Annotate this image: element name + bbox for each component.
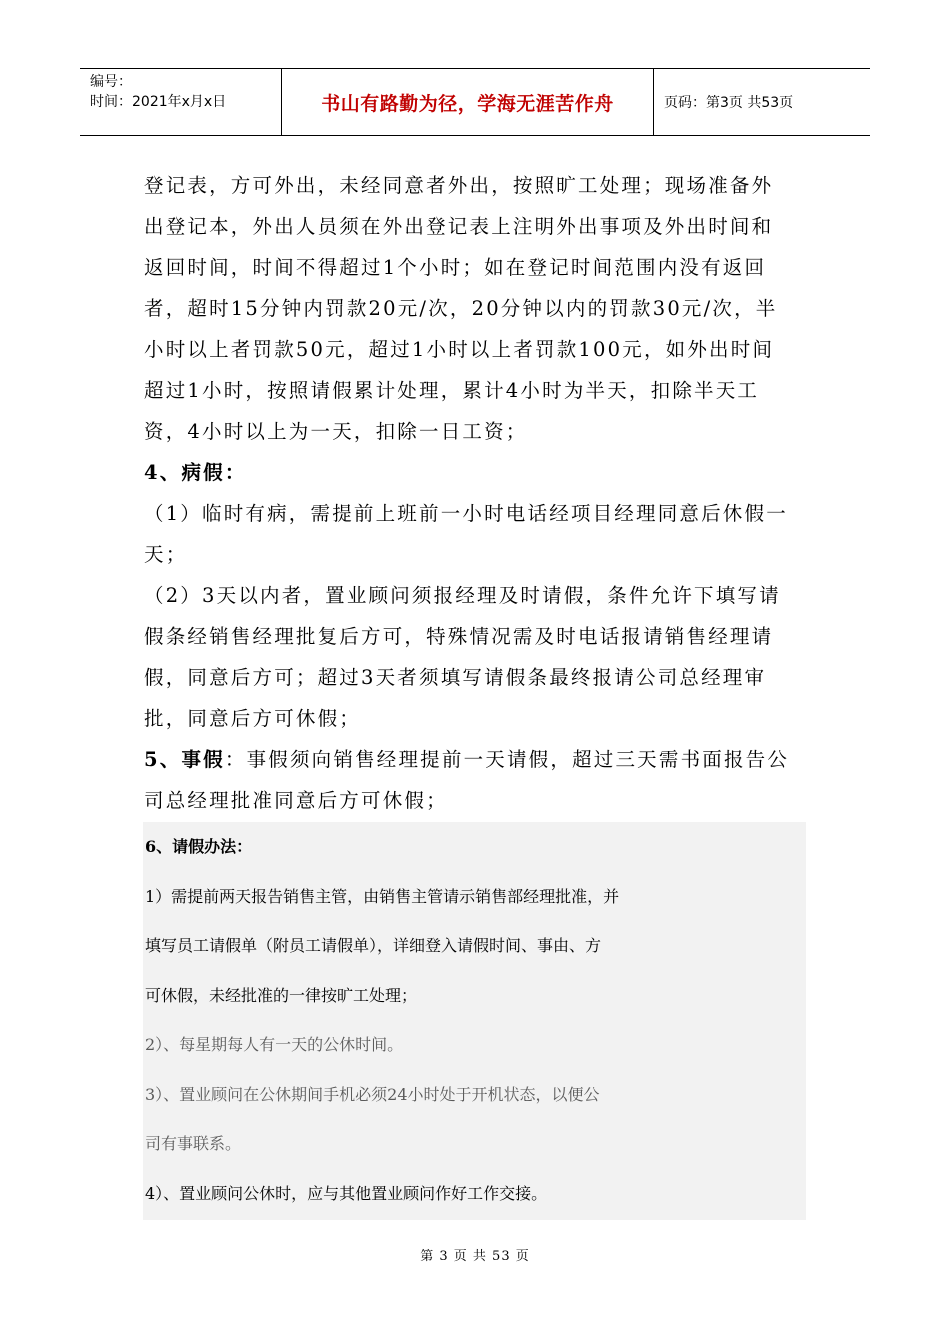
personal-leave-paragraph [144,739,806,780]
leave-method-line: 可休假，未经批准的一律按旷工处理； [145,985,418,1005]
sick-leave-line: 假条经销售经理批复后方可，特殊情况需及时电话报请销售经理请 [144,625,774,648]
sick-leave-line: 批，同意后方可休假； [144,707,362,730]
rest-rule-line: 3）、置业顾问在公休期间手机必须24小时处于开机状态，以便公 [145,1084,600,1104]
personal-leave-line: 司总经理批准同意后方可休假； [144,789,448,812]
leave-method-heading: 6、请假办法： [145,837,253,856]
rest-rule-line: 2）、每星期每人有一天的公休时间。 [145,1035,404,1054]
document-number-label: 编号： [90,74,132,90]
body-line: 超过1小时，按照请假累计处理，累计4小时为半天，扣除半天工 [144,379,760,402]
header-info-cell [80,69,282,135]
page-header [80,68,870,136]
leave-method-line: 填写员工请假单（附员工请假单），详细登入请假时间、事由、方 [145,936,602,955]
sick-leave-line: （2）3天以内者，置业顾问须报经理及时请假，条件允许下填写请 [144,584,781,607]
page-footer: 第 3 页 共 53 页 [420,1249,530,1264]
body-line: 者，超时15分钟内罚款20元/次，20分钟以内的罚款30元/次，半 [144,297,778,320]
rest-rule-line: 4）、置业顾问公休时，应与其他置业顾问作好工作交接。 [145,1183,548,1203]
body-line: 出登记本，外出人员须在外出登记表上注明外出事项及外出时间和 [144,215,774,238]
personal-leave-text: ：事假须向销售经理提前一天请假，超过三天需书面报告公 [224,748,790,771]
sick-leave-line: 天； [144,543,188,566]
personal-leave-heading: 5、事假 [144,748,225,771]
document-body [144,165,806,821]
header-motto: 书山有路勤为径，学海无涯苦作舟 [282,69,654,135]
sick-leave-heading: 4、病假： [144,461,247,484]
body-line: 登记表，方可外出，未经同意者外出，按照旷工处理；现场准备外 [144,174,774,197]
sick-leave-line: （1）临时有病，需提前上班前一小时电话经项目经理同意后休假一 [144,502,788,525]
leave-method-section [143,822,806,1220]
rest-rule-line: 司有事联系。 [145,1134,242,1153]
document-time-label: 时间：2021年x月x日 [90,94,227,110]
leave-method-line: 1）需提前两天报告销售主管，由销售主管请示销售部经理批准，并 [145,886,620,906]
body-line: 小时以上者罚款50元，超过1小时以上者罚款100元，如外出时间 [144,338,775,361]
header-page-number: 页码：第3页 共53页 [664,95,794,111]
body-line: 资，4小时以上为一天，扣除一日工资； [144,420,528,443]
body-line: 返回时间，时间不得超过1个小时；如在登记时间范围内没有返回 [144,256,767,279]
sick-leave-line: 假，同意后方可；超过3天者须填写请假条最终报请公司总经理审 [144,666,767,689]
